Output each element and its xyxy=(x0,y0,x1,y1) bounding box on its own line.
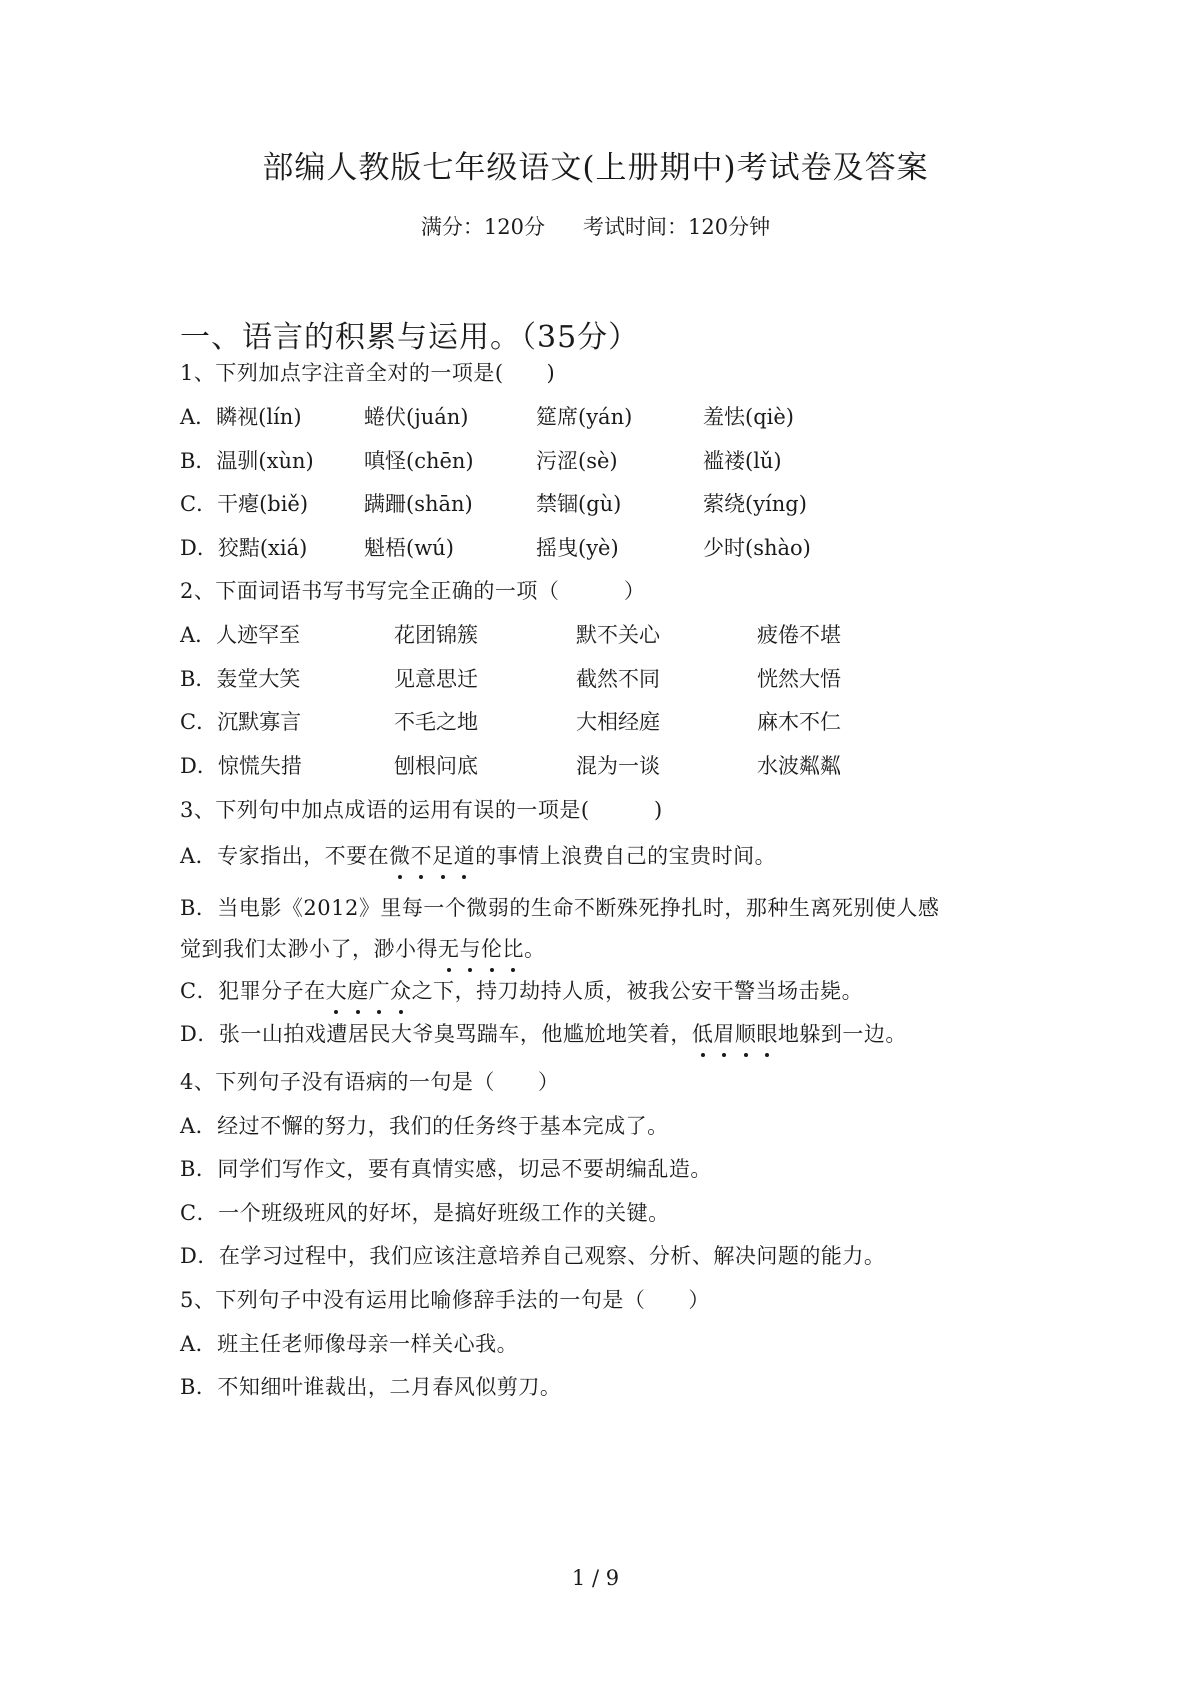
q3-option-c: C．犯罪分子在大庭广众之下，持刀劫持人质，被我公安干警当场击毙。 xyxy=(180,976,863,1006)
emphasis-char: 无 xyxy=(438,934,460,964)
q4-option-b: B．同学们写作文，要有真情实感，切忌不要胡编乱造。 xyxy=(180,1157,712,1181)
q2-option-b-3: 截然不同 xyxy=(576,667,660,691)
q1-option-b-4: 褴褛(lǔ) xyxy=(703,449,782,473)
q3-option-b-line-2: 觉到我们太渺小了，渺小得无与伦比。 xyxy=(180,934,546,964)
q1-option-a-2: 蜷伏(juán) xyxy=(364,405,469,429)
q3-option-a: A．专家指出，不要在微不足道的事情上浪费自己的宝贵时间。 xyxy=(180,841,776,871)
q1-option-c-2: 蹒跚(shān) xyxy=(364,492,473,516)
emphasis-char: 与 xyxy=(460,934,482,964)
emphasis-char: 低 xyxy=(692,1019,714,1049)
q2-option-c-4: 麻木不仁 xyxy=(757,710,841,734)
q5-option-a: A．班主任老师像母亲一样关心我。 xyxy=(180,1332,519,1356)
q2-option-d-2: 刨根问底 xyxy=(394,754,478,778)
q3-option-d: D．张一山拍戏遭居民大爷臭骂踹车，他尴尬地笑着，低眉顺眼地躲到一边。 xyxy=(180,1019,907,1049)
q1-option-a-1: A．瞵视(lín) xyxy=(180,405,302,429)
question-5-stem: 5、下列句子中没有运用比喻修辞手法的一句是（ ） xyxy=(180,1288,710,1312)
emphasis-char: 微 xyxy=(389,841,411,871)
q5-option-b: B．不知细叶谁裁出，二月春风似剪刀。 xyxy=(180,1375,562,1399)
section-one-title: 一、语言的积累与运用。（35分） xyxy=(180,320,640,355)
page-number: 1 / 9 xyxy=(571,1566,620,1590)
emphasis-char: 大 xyxy=(326,976,348,1006)
document-title: 部编人教版七年级语文(上册期中)考试卷及答案 xyxy=(262,150,929,186)
emphasis-char: 比 xyxy=(503,934,525,964)
emphasis-char: 庭 xyxy=(347,976,369,1006)
question-3-stem: 3、下列句中加点成语的运用有误的一项是( ) xyxy=(180,798,663,822)
emphasis-char: 道 xyxy=(454,841,476,871)
exam-time: 考试时间：120分钟 xyxy=(583,215,771,239)
emphasis-char: 众 xyxy=(390,976,412,1006)
q1-option-d-1: D．狡黠(xiá) xyxy=(180,536,308,560)
emphasis-char: 眼 xyxy=(756,1019,778,1049)
emphasis-char: 眉 xyxy=(713,1019,735,1049)
q2-option-a-3: 默不关心 xyxy=(576,623,660,647)
q2-option-a-2: 花团锦簇 xyxy=(394,623,478,647)
q2-option-b-4: 恍然大悟 xyxy=(757,667,841,691)
q3-option-b-line-1: B．当电影《2012》里每一个微弱的生命不断殊死挣扎时，那种生离死别使人感 xyxy=(180,896,940,920)
full-score: 满分：120分 xyxy=(420,215,545,239)
q1-option-d-4: 少时(shào) xyxy=(703,536,811,560)
emphasis-char: 不 xyxy=(411,841,433,871)
question-1-stem: 1、下列加点字注音全对的一项是( ) xyxy=(180,361,556,385)
emphasis-char: 伦 xyxy=(481,934,503,964)
q2-option-d-3: 混为一谈 xyxy=(576,754,660,778)
q1-option-b-1: B．温驯(xùn) xyxy=(180,449,314,473)
q4-option-d: D．在学习过程中，我们应该注意培养自己观察、分析、解决问题的能力。 xyxy=(180,1244,886,1268)
q1-option-d-3: 摇曳(yè) xyxy=(536,536,619,560)
question-4-stem: 4、下列句子没有语病的一句是（ ） xyxy=(180,1070,560,1094)
q2-option-c-2: 不毛之地 xyxy=(394,710,478,734)
q2-option-a-4: 疲倦不堪 xyxy=(757,623,841,647)
q1-option-a-3: 筵席(yán) xyxy=(536,405,633,429)
exam-info xyxy=(0,212,1191,242)
emphasis-char: 足 xyxy=(432,841,454,871)
q2-option-d-4: 水波粼粼 xyxy=(757,754,841,778)
emphasis-char: 广 xyxy=(369,976,391,1006)
question-2-stem: 2、下面词语书写书写完全正确的一项（ ） xyxy=(180,579,646,603)
q1-option-c-4: 萦绕(yíng) xyxy=(703,492,807,516)
q1-option-c-3: 禁锢(gù) xyxy=(536,492,622,516)
q2-option-b-1: B．轰堂大笑 xyxy=(180,667,301,691)
q1-option-c-1: C．干瘪(biě) xyxy=(180,492,309,516)
q2-option-b-2: 见意思迁 xyxy=(394,667,478,691)
q2-option-c-3: 大相经庭 xyxy=(576,710,660,734)
q1-option-b-3: 污涩(sè) xyxy=(536,449,618,473)
q1-option-a-4: 羞怯(qiè) xyxy=(703,405,794,429)
q1-option-b-2: 嗔怪(chēn) xyxy=(364,449,474,473)
q1-option-d-2: 魁梧(wú) xyxy=(364,536,454,560)
q4-option-a: A．经过不懈的努力，我们的任务终于基本完成了。 xyxy=(180,1114,669,1138)
q2-option-d-1: D．惊慌失措 xyxy=(180,754,302,778)
q2-option-c-1: C．沉默寡言 xyxy=(180,710,302,734)
q4-option-c: C．一个班级班风的好坏，是搞好班级工作的关键。 xyxy=(180,1201,670,1225)
emphasis-char: 顺 xyxy=(735,1019,757,1049)
q2-option-a-1: A．人迹罕至 xyxy=(180,623,301,647)
